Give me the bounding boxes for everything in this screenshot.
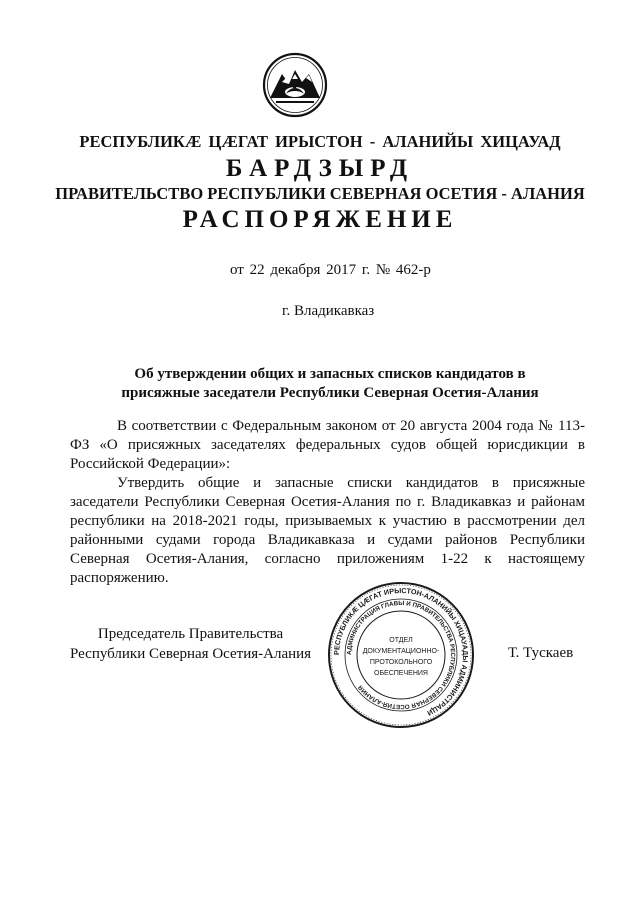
signatory-title — [70, 624, 311, 664]
subject-line-2: присяжные заседатели Республики Северная Осетия-Алания — [121, 385, 539, 401]
svg-text:АДМИНИСТРАЦИЯ ГЛАВЫ И ПРАВИТЕЛ — [346, 600, 456, 710]
body-paragraph-1: В соответствии с Федеральным законом от 20 августа 2004 года № 113-ФЗ «О присяжных заседателях федеральных судов общей юрисдикции в Российской Федерации»: — [70, 418, 585, 472]
stamp-center-line-3: ПРОТОКОЛЬНОГО — [369, 659, 433, 666]
body-paragraph-2: Утвердить общие и запасные списки кандидатов в присяжные заседатели Республики Северная Осетия-Алания по г. Владикавказ и районам республики на 2018-2021 годы, призываемых к участию в рассмотрении дел районными судами города Владикавказа и судами районов Республики Северная Осетия-Алания, согласно приложениям 1-22 к настоящему распоряжению. — [70, 475, 585, 586]
stamp-center-line-2: ДОКУМЕНТАЦИОННО- — [362, 648, 440, 655]
document-date-number: от 22 декабря 2017 г. № 462-р — [230, 262, 431, 278]
signatory-name: Т. Тускаев — [508, 645, 574, 661]
stamp-ring-text: АДМИНИСТРАЦИЯ ГЛАВЫ И ПРАВИТЕЛЬСТВА РЕСПУБЛИКИ СЕВЕРНАЯ ОСЕТИЯ-АЛАНИЯ — [345, 599, 457, 711]
stamp-center-line-4: ОБЕСПЕЧЕНИЯ — [374, 670, 428, 677]
document-city: г. Владикавказ — [282, 303, 375, 319]
document-body — [70, 417, 585, 588]
document-type-title: РАСПОРЯЖЕНИЕ — [182, 206, 458, 233]
stamp-outer-text: РЕСПУБЛИКӔ ЦӔГАТ ИРЫСТОН-АЛАНИЙЫ ХИЦАУАДЫ АДМИНИСТРАЦИ — [331, 585, 471, 718]
official-stamp — [326, 580, 476, 730]
subject-line-1: Об утверждении общих и запасных списков кандидатов в — [134, 366, 526, 382]
stamp-center-line-1: ОТДЕЛ — [389, 637, 413, 644]
document-subject — [60, 365, 600, 403]
header-ossetian-title: РЕСПУБЛИКӔ ЦӔГАТ ИРЫСТОН - АЛАНИЙЫ ХИЦАУАД — [79, 132, 561, 151]
signatory-title-line-2: Республики Северная Осетия-Алания — [70, 646, 312, 662]
header-government-title: ПРАВИТЕЛЬСТВО РЕСПУБЛИКИ СЕВЕРНАЯ ОСЕТИЯ - АЛАНИЯ — [55, 184, 585, 203]
coat-of-arms-emblem — [262, 52, 328, 118]
signatory-title-line-1: Председатель Правительства — [97, 626, 284, 642]
header-bardzyrd: БАРДЗЫРД — [225, 155, 415, 182]
